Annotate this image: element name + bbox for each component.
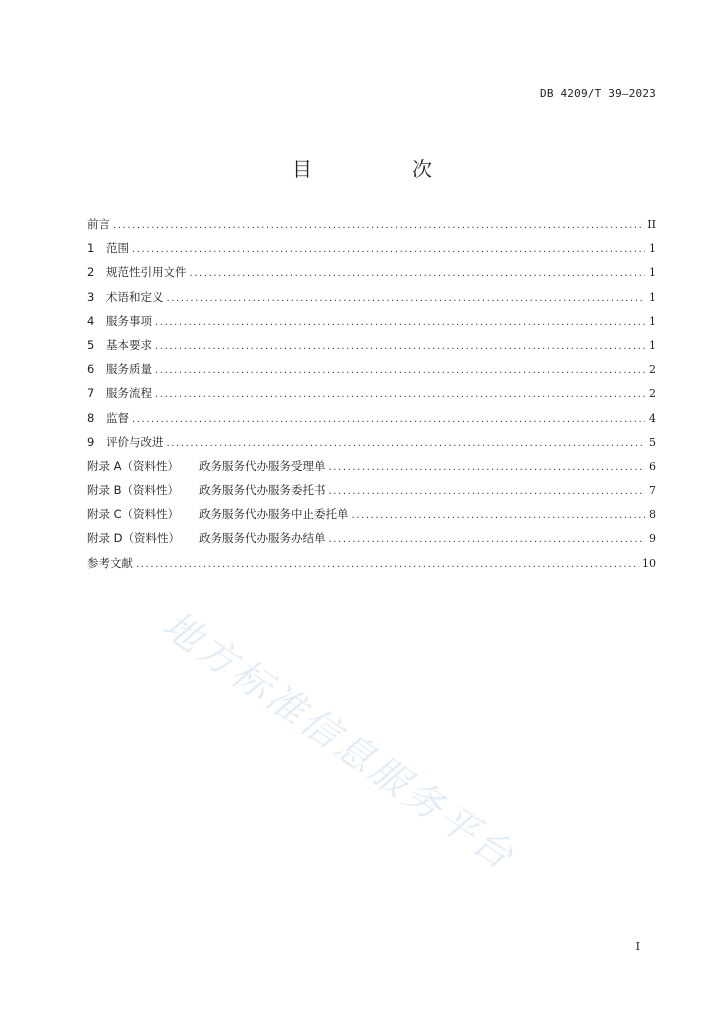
toc-entry-number: 1 — [87, 241, 95, 256]
toc-entry-page: 5 — [649, 435, 656, 449]
toc-leader-dots — [155, 365, 645, 376]
toc-entry-page: 2 — [649, 363, 656, 377]
toc-annex-tag: 附录 B（资料性） — [87, 483, 180, 498]
toc-leader-dots — [352, 510, 646, 521]
watermark: 地方标准信息服务平台 — [154, 602, 524, 880]
toc-entry[interactable] — [87, 482, 656, 506]
toc-entry-page: 1 — [649, 242, 656, 256]
toc-entry-number: 2 — [87, 265, 95, 280]
toc-entry-page: 1 — [649, 266, 656, 280]
toc-entry-number: 4 — [87, 313, 95, 328]
toc-entry-label: 服务事项 — [106, 313, 152, 328]
toc-leader-dots — [113, 220, 644, 231]
toc-entry-page: 1 — [649, 338, 656, 352]
toc-entry-number: 8 — [87, 410, 95, 425]
toc-entry-number: 3 — [87, 289, 95, 304]
toc-leader-dots — [136, 559, 639, 570]
toc-leader-dots — [155, 317, 645, 328]
toc-entry-label: 服务质量 — [106, 362, 152, 377]
toc-entry-label: 前言 — [87, 217, 110, 231]
page-number: I — [635, 940, 640, 953]
toc-title: 目 次 — [292, 157, 472, 181]
toc-leader-dots — [329, 534, 646, 545]
toc-entry-page: II — [647, 218, 656, 231]
toc-entry[interactable] — [87, 385, 656, 409]
toc-entry-page: 6 — [649, 459, 656, 473]
toc-entry-label: 政务服务代办服务中止委托单 — [199, 507, 349, 522]
toc-entry[interactable] — [87, 289, 656, 313]
toc-entry-number: 5 — [87, 337, 95, 352]
toc-leader-dots — [155, 341, 645, 352]
toc-entry-label: 参考文献 — [87, 555, 133, 570]
toc-entry-label: 范围 — [106, 241, 129, 256]
toc-entry-page: 2 — [649, 387, 656, 401]
toc-entry-page: 4 — [649, 411, 656, 425]
toc-annex-tag: 附录 C（资料性） — [87, 507, 180, 522]
toc-entry-number: 9 — [87, 434, 95, 449]
toc-leader-dots — [190, 268, 646, 279]
toc-entry-label: 政务服务代办服务委托书 — [199, 483, 326, 498]
toc-entry[interactable] — [87, 240, 656, 264]
toc-entry-page: 1 — [649, 314, 656, 328]
toc-entry-page: 8 — [649, 508, 656, 522]
toc-leader-dots — [132, 414, 645, 425]
toc-annex-tag: 附录 A（资料性） — [87, 458, 180, 473]
toc-entry[interactable] — [87, 216, 656, 240]
toc-entry[interactable] — [87, 410, 656, 434]
toc-leader-dots — [167, 438, 646, 449]
toc-entry-label: 术语和定义 — [106, 289, 164, 304]
toc-entry-number: 6 — [87, 362, 95, 377]
toc-entry[interactable] — [87, 337, 656, 361]
toc-entry[interactable] — [87, 264, 656, 288]
toc-entry-page: 10 — [642, 556, 656, 570]
toc-entry-label: 服务流程 — [106, 386, 152, 401]
toc-leader-dots — [329, 486, 646, 497]
toc-entry-label: 监督 — [106, 410, 129, 425]
toc-leader-dots — [167, 293, 646, 304]
toc-entry[interactable] — [87, 555, 656, 579]
toc-annex-tag: 附录 D（资料性） — [87, 531, 181, 546]
toc-entry-label: 评价与改进 — [106, 434, 164, 449]
toc-entry[interactable] — [87, 506, 656, 530]
toc-entry-label: 政务服务代办服务受理单 — [199, 458, 326, 473]
toc-entry-label: 规范性引用文件 — [106, 265, 187, 280]
toc-leader-dots — [329, 462, 646, 473]
toc-entry[interactable] — [87, 458, 656, 482]
toc-leader-dots — [155, 389, 645, 400]
toc-entry-number: 7 — [87, 386, 95, 401]
toc-entry-page: 1 — [649, 290, 656, 304]
toc-leader-dots — [132, 244, 645, 255]
toc-entry[interactable] — [87, 434, 656, 458]
toc-entry[interactable] — [87, 313, 656, 337]
table-of-contents — [87, 216, 656, 579]
toc-entry-label: 政务服务代办服务办结单 — [199, 531, 326, 546]
toc-entry-page: 7 — [649, 484, 656, 498]
document-code: DB 4209/T 39—2023 — [540, 87, 656, 100]
toc-entry[interactable] — [87, 530, 656, 554]
toc-entry[interactable] — [87, 361, 656, 385]
toc-entry-page: 9 — [649, 532, 656, 546]
toc-entry-label: 基本要求 — [106, 337, 152, 352]
